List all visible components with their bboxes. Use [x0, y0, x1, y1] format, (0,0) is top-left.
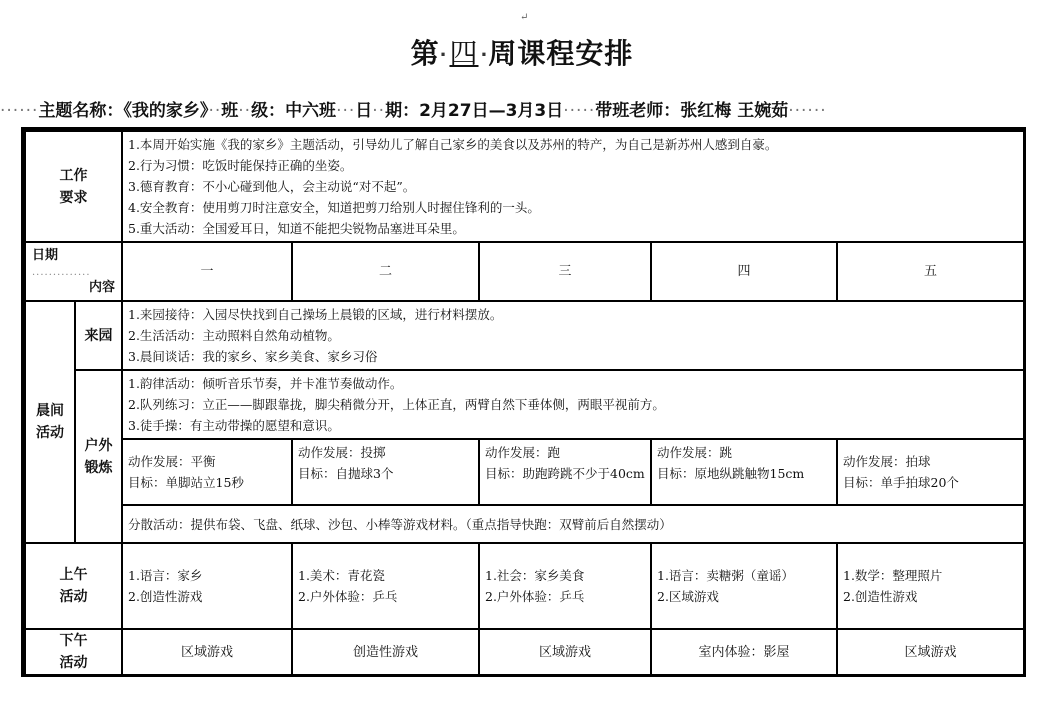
schedule-table — [21, 127, 1026, 677]
outdoor-exercise-label: 户外 锻炼 — [75, 370, 122, 543]
work-item: 3.德育教育：不小心碰到他人，会主动说“对不起”。 — [128, 179, 416, 194]
am-activity-label: 上午 活动 — [25, 543, 122, 629]
morning-activity-label: 晨间 活动 — [25, 301, 75, 543]
topic-value: 《我的家乡》 — [123, 101, 209, 121]
work-requirements-content — [122, 131, 1024, 242]
day-header-thu: 四 — [651, 242, 837, 301]
am-day-cell: 1.社会：家乡美食 2.户外体验：乒乓 — [479, 543, 651, 629]
date-content-header: 日期 ·············· 内容 — [25, 242, 122, 301]
scattered-activity: 分散活动：提供布袋、飞盘、纸球、沙包、小棒等游戏材料。（重点指导快跑：双臂前后自然摆动） — [122, 505, 1024, 543]
teacher-label: 带班老师： — [595, 101, 681, 121]
am-day-cell: 1.数学：整理照片 2.创造性游戏 — [837, 543, 1024, 629]
am-day-cell: 1.语言：卖糖粥（童谣） 2.区域游戏 — [651, 543, 837, 629]
exercise-day-cell: 动作发展：跳 目标：原地纵跳触物15cm — [651, 439, 837, 505]
exercise-day-cell: 动作发展：拍球 目标：单手拍球20个 — [837, 439, 1024, 505]
class-label-2: 级： — [251, 101, 286, 121]
exercise-content — [122, 370, 1024, 439]
am-day-cell: 1.美术：青花瓷 2.户外体验：乒乓 — [292, 543, 479, 629]
pm-day-cell: 区域游戏 — [837, 629, 1024, 675]
arrival-item: 1.来园接待：入园尽快找到自己操场上晨锻的区域，进行材料摆放。 — [128, 307, 503, 322]
work-requirements-label: 工作 要求 — [25, 131, 122, 242]
date-header-label: 日期 — [32, 248, 59, 263]
teacher-value: 张红梅 王婉茹 — [680, 101, 789, 121]
exercise-item: 2.队列练习：立正——脚跟靠拢，脚尖稍微分开，上体正直，两臂自然下垂体侧，两眼平视前方。 — [128, 397, 665, 412]
pm-day-cell: 室内体验：影屋 — [651, 629, 837, 675]
pm-day-cell: 区域游戏 — [479, 629, 651, 675]
arrival-label: 来园 — [75, 301, 122, 370]
info-line: ······主题名称：《我的家乡》··班··级：中六班···日··期：2月27日—3月3日·····带班老师：张红梅 王婉茹······ — [0, 101, 827, 121]
work-item: 1.本周开始实施《我的家乡》主题活动，引导幼儿了解自己家乡的美食以及苏州的特产，为自己是新苏州人感到自豪。 — [128, 137, 778, 152]
week-number: 四 — [449, 37, 479, 70]
work-item: 5.重大活动：全国爱耳日，知道不能把尖锐物品塞进耳朵里。 — [128, 221, 465, 236]
date-label: 日 — [355, 101, 373, 121]
exercise-item: 3.徒手操：有主动带操的愿望和意识。 — [128, 418, 340, 433]
work-item: 2.行为习惯：吃饭时能保持正确的坐姿。 — [128, 158, 353, 173]
topic-label: 主题名称： — [38, 101, 124, 121]
class-value: 中六班 — [285, 101, 337, 121]
exercise-item: 1.韵律活动：倾听音乐节奏，并卡准节奏做动作。 — [128, 376, 403, 391]
date-label-2: 期： — [385, 101, 420, 121]
date-value: 2月27日—3月3日 — [419, 101, 564, 121]
top-paragraph-mark: ↵ — [520, 12, 529, 23]
class-label: 班 — [221, 101, 239, 121]
day-header-wed: 三 — [479, 242, 651, 301]
content-header-label: 内容 — [88, 280, 115, 295]
arrival-item: 2.生活活动：主动照料自然角动植物。 — [128, 328, 340, 343]
exercise-day-cell: 动作发展：跑 目标：助跑跨跳不少于40cm — [479, 439, 651, 505]
pm-day-cell: 创造性游戏 — [292, 629, 479, 675]
exercise-day-cell: 动作发展：平衡 目标：单脚站立15秒 — [122, 439, 292, 505]
pm-activity-label: 下午 活动 — [25, 629, 122, 675]
am-day-cell: 1.语言：家乡 2.创造性游戏 — [122, 543, 292, 629]
title-suffix: 周课程安排 — [488, 37, 634, 70]
arrival-content — [122, 301, 1024, 370]
arrival-item: 3.晨间谈话：我的家乡、家乡美食、家乡习俗 — [128, 349, 378, 364]
exercise-day-cell: 动作发展：投掷 目标：自抛球3个 — [292, 439, 479, 505]
title-prefix: 第 — [410, 37, 440, 70]
day-header-fri: 五 — [837, 242, 1024, 301]
work-item: 4.安全教育：使用剪刀时注意安全，知道把剪刀给别人时握住锋利的一头。 — [128, 200, 540, 215]
day-header-mon: 一 — [122, 242, 292, 301]
page-title: 第·四 ·周课程安排 — [410, 37, 634, 70]
pm-day-cell: 区域游戏 — [122, 629, 292, 675]
day-header-tue: 二 — [292, 242, 479, 301]
